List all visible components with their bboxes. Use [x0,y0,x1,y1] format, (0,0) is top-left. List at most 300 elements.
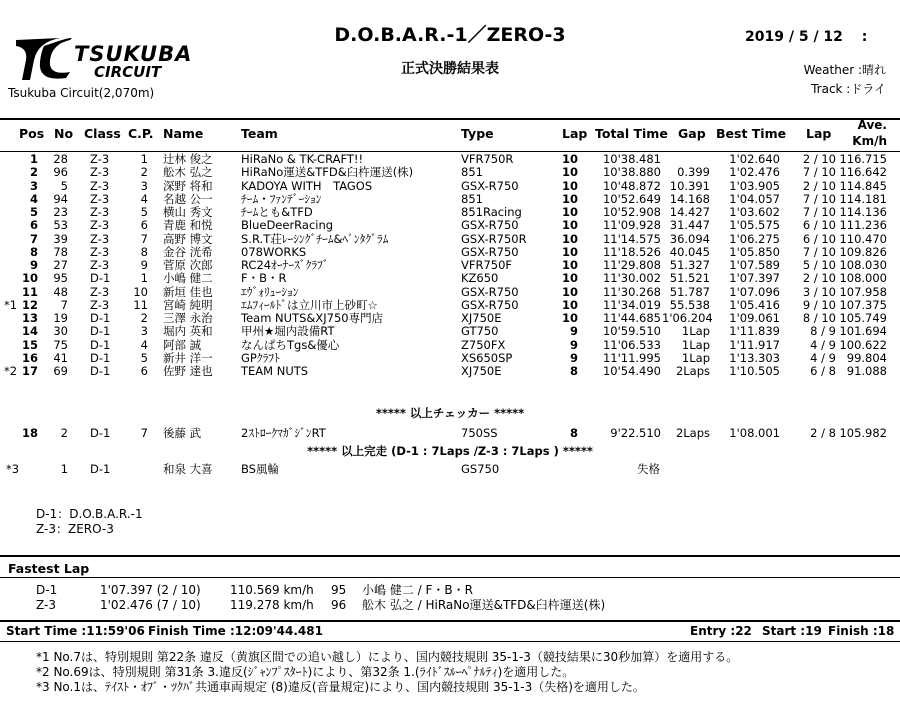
cell-lap: 10 [561,311,578,325]
fastest-top-rule [0,555,900,557]
cell-cp: 2 [140,165,148,180]
cell-blap: 6 / 10 [802,218,836,233]
cell-cp: 2 [140,311,148,325]
cell-no: 69 [53,364,68,378]
cell-lap: 10 [561,244,578,259]
cell-total: 11'18.526 [602,244,661,259]
cell-pos: 11 [21,284,38,299]
cell-cls: Z-3 [90,165,110,180]
cell-total: 10'38.880 [602,165,661,180]
cell-name: 菅原 次郎 [163,258,213,272]
cell-gap: 40.045 [669,244,710,259]
table-row [0,166,900,179]
note-3: *3 No.1は、ﾃｲｽﾄ・ｵﾌﾞ・ﾂｸﾊﾞ共通車両規定 (8)違反(音量規定)により、国内競技規則 35-1-3（失格)を適用した。 [36,680,645,694]
cell-team: Team NUTS&XJ750専門店 [241,311,384,325]
fastest-cell-time: 1'07.397 (2 / 10) [100,583,201,597]
col-best-time: Best Time [716,126,787,141]
cell-no: 96 [53,165,68,180]
cell-cls: Z-3 [90,284,110,299]
cell-ave: 99.804 [846,350,887,365]
cell-name: 堀内 英和 [163,324,213,339]
table-row [0,339,900,352]
cell-blap: 6 / 10 [802,231,836,246]
start-time: Start Time :11:59'06 [6,624,145,638]
cell-lap: 10 [561,297,578,312]
cell-gap: 14.427 [669,205,710,219]
table-row [0,427,900,440]
cell-cp: 3 [140,324,148,339]
cell-name: 阿部 誠 [163,337,202,352]
cell-type: GSX-R750 [461,178,519,193]
finish-note: ***** 以上完走 (D-1 : 7Laps /Z-3 : 7Laps ) ***** [307,444,593,458]
cell-team: F・B・R [241,271,287,286]
cell-type: KZ650 [461,271,499,286]
cell-no: 5 [60,178,68,193]
cell-type: GSX-R750 [461,284,519,299]
cell-type: XJ750E [461,364,502,378]
cell-name: 新垣 佳也 [163,284,213,299]
cell-cp: 4 [140,191,148,206]
cell-ave: 107.375 [839,297,887,312]
col-kmh: Km/h [852,134,887,148]
fastest-cell-time: 1'02.476 (7 / 10) [100,598,201,612]
cell-ave: 110.470 [839,231,887,246]
cell-best: 1'02.640 [729,152,780,166]
class-legend-d1: D-1：D.O.B.A.R.-1 [36,507,143,521]
cell-best: 1'08.001 [729,426,780,440]
cell-type: GSX-R750 [461,244,519,259]
cell-blap: 5 / 10 [802,258,836,272]
cell-name: 名越 公一 [163,191,213,206]
table-row [0,312,900,325]
cell-lap: 10 [561,165,578,180]
cell-best: 1'07.589 [729,258,780,272]
cell-cls: D-1 [90,337,111,352]
cell-ave: 116.715 [839,152,887,166]
start-count: Start :19 [762,624,822,638]
cell-no: 41 [53,350,68,365]
fastest-cell-rider: 舩木 弘之 / HiRaNo運送&TFD&臼杵運送(株) [362,598,606,612]
col-ave: Ave. [857,118,887,132]
table-row [0,193,900,206]
cell-cls: Z-3 [90,191,110,206]
cell-blap: 4 / 9 [810,350,836,365]
cell-pos: 13 [21,311,38,325]
col-no: No [54,126,74,141]
cell-best: 1'02.476 [729,165,780,180]
cell-cp: 6 [140,218,148,233]
cell-name: 舩木 弘之 [163,165,213,180]
col-lap: Lap [562,126,588,141]
cell-cp: 6 [140,364,148,378]
cell-cp: 3 [140,178,148,193]
venue-label: Tsukuba Circuit(2,070m) [8,86,155,100]
cell-total: 10'52.908 [602,205,661,219]
cell-blap: 2 / 8 [810,426,836,440]
cell-best: 1'03.905 [729,178,780,193]
fastest-cell-speed: 110.569 km/h [230,583,314,597]
cell-no: 78 [53,244,68,259]
cell-cls: D-1 [90,311,111,325]
table-row [0,153,900,166]
cell-total: 11'09.928 [602,218,661,233]
cell-name: 新井 洋一 [163,350,213,365]
fastest-lap-title: Fastest Lap [8,561,90,576]
cell-best: 1'04.057 [729,191,780,206]
cell-lap: 10 [561,191,578,206]
cell-cls: Z-3 [90,231,110,246]
cell-gap: 1'06.204 [662,311,713,325]
cell-total: 10'48.872 [602,178,661,193]
cell-no: 48 [53,284,68,299]
cell-type: 750SS [461,426,498,440]
cell-gap: 14.168 [669,191,710,206]
checker-note: ***** 以上チェッカー ***** [375,406,525,420]
fastest-cell-no: 96 [331,598,347,612]
cell-cls: Z-3 [90,258,110,272]
cell-name: 佐野 達也 [163,364,213,378]
cell-blap: 2 / 10 [802,152,836,166]
cell-type: XS650SP [461,350,513,365]
cell-total: 10'52.649 [602,191,661,206]
cell-cp: 7 [140,426,148,440]
cell-type: 851Racing [461,205,522,219]
cell-lap: 10 [561,218,578,233]
cell-no: 2 [60,426,68,440]
cell-total: 10'54.490 [602,364,661,378]
cell-total: 10'38.481 [602,152,661,166]
cell-lap: 10 [561,284,578,299]
cell-lap: 9 [569,337,578,352]
cell-type: VFR750F [461,258,513,272]
cell-no: 27 [53,258,68,272]
cell-mark: *2 [4,364,18,378]
cell-gap: 36.094 [669,231,710,246]
table-row [0,206,900,219]
cell-gap: 51.521 [669,271,710,286]
cell-gap: 1Lap [681,324,710,339]
fastest-header-rule [0,577,900,578]
cell-pos: 3 [29,178,38,193]
cell-total: 11'30.002 [602,271,661,286]
fastest-cell-no: 95 [331,583,347,597]
cell-lap: 9 [569,324,578,339]
weather-label: Weather :晴れ [803,63,886,77]
cell-no: 94 [53,191,68,206]
cell-best: 1'07.096 [729,284,780,299]
cell-blap: 7 / 10 [802,205,836,219]
footer-top-rule [0,620,900,622]
col-pos: Pos [19,126,45,141]
cell-ave: 116.642 [839,165,887,180]
track-label: Track :ドライ [811,82,886,96]
cell-team: ﾁｰﾑとも&TFD [241,205,313,219]
cell-team: HiRaNo & TK-CRAFT!! [241,152,364,166]
cell-type: VFR750R [461,152,514,166]
entry-count: Entry :22 [690,624,752,638]
cell-team: GPｸﾗﾌﾄ [241,350,280,365]
cell-no: 39 [53,231,68,246]
cell-lap: 8 [569,426,578,440]
cell-team: TEAM NUTS [241,364,309,378]
cell-best: 1'09.061 [729,311,780,325]
cell-cls: Z-3 [90,218,110,233]
fastest-cell-cls: Z-3 [36,598,56,612]
cell-team: ｴﾑﾌｨｰﾙﾄﾞは立川市上砂町☆ [241,297,378,312]
cell-name: 青鹿 和悦 [163,218,213,233]
cell-cls: Z-3 [90,152,110,166]
cell-name: 三澤 永治 [163,311,213,325]
cell-name: 金谷 洸希 [163,244,213,259]
cell-ave: 91.088 [846,364,887,378]
cell-gap: 0.399 [677,165,710,180]
cell-total: 9'22.510 [610,426,661,440]
col-total-time: Total Time [595,126,668,141]
cell-gap: 10.391 [669,178,710,193]
cell-total: 10'59.510 [602,324,661,339]
dq-row [0,463,900,476]
col-team: Team [241,126,278,141]
finish-count: Finish :18 [828,624,895,638]
cell-total: 11'06.533 [602,337,661,352]
cell-blap: 2 / 10 [802,178,836,193]
cell-type: Z750FX [461,337,506,352]
note-1: *1 No.7は、特別規則 第22条 違反（黄旗区間での追い越し）により、国内競技規則 35-1-3（競技結果に30秒加算）を適用する。 [36,650,739,664]
cell-total: 11'34.019 [602,297,661,312]
table-row [0,352,900,365]
cell-ave: 111.236 [839,218,887,233]
fastest-row [0,599,900,612]
cell-blap: 2 / 10 [802,271,836,286]
cell-type: 851 [461,191,483,206]
cell-cp: 1 [140,271,148,286]
cell-cls: Z-3 [90,205,110,219]
cell-gap: 55.538 [669,297,710,312]
cell-cls: Z-3 [90,297,110,312]
cell-name: 高野 博文 [163,231,213,246]
cell-ave: 105.749 [839,311,887,325]
cell-lap: 10 [561,205,578,219]
cell-pos: 5 [29,205,38,219]
cell-pos: 10 [21,271,38,286]
cell-cp: 7 [140,231,148,246]
cell-name: 宮崎 純明 [163,297,213,312]
table-row [0,233,900,246]
cell-ave: 108.030 [839,258,887,272]
table-row [0,246,900,259]
finish-time: Finish Time :12:09'44.481 [148,624,323,638]
cell-pos: 2 [29,165,38,180]
cell-gap: 31.447 [669,218,710,233]
cell-team: 2ｽﾄﾛｰｸﾏｶﾞｼﾞﾝRT [241,426,326,440]
dq-team: BS風輪 [241,462,279,476]
cell-gap: 2Laps [675,426,710,440]
cell-cls: D-1 [90,324,111,339]
col-name: Name [163,126,204,141]
cell-type: XJ750E [461,311,502,325]
cell-gap: 1Lap [681,350,710,365]
cell-lap: 8 [569,364,578,378]
cell-ave: 100.622 [839,337,887,352]
cell-team: KADOYA WITH TAGOS [241,178,373,193]
cell-pos: 15 [21,337,38,352]
cell-blap: 7 / 10 [802,244,836,259]
cell-best: 1'06.275 [729,231,780,246]
fastest-cell-rider: 小嶋 健二 / F・B・R [362,583,473,597]
cell-cp: 10 [133,284,148,299]
cell-pos: 16 [21,350,38,365]
cell-lap: 10 [561,258,578,272]
cell-blap: 3 / 10 [802,284,836,299]
cell-total: 11'30.268 [602,284,661,299]
cell-team: 甲州★堀内設備RT [241,324,335,339]
cell-ave: 105.982 [839,426,887,440]
cell-gap: 1Lap [681,337,710,352]
cell-ave: 108.000 [839,271,887,286]
col-cp: C.P. [128,126,154,141]
cell-no: 30 [53,324,68,339]
table-row [0,299,900,312]
cell-cp: 1 [140,152,148,166]
cell-blap: 8 / 10 [802,311,836,325]
cell-team: RC24ｵｰﾅｰｽﾞｸﾗﾌﾞ [241,258,329,272]
cell-ave: 101.694 [839,324,887,339]
table-row [0,180,900,193]
col-type: Type [461,126,494,141]
cell-pos: 6 [29,218,38,233]
cell-team: BlueDeerRacing [241,218,334,233]
dq-status: 失格 [637,462,660,476]
race-date: 2019 / 5 / 12 : [745,29,868,45]
cell-cp: 5 [140,350,148,365]
cell-best: 1'11.917 [729,337,780,352]
cell-no: 53 [53,218,68,233]
cell-team: 078WORKS [241,244,307,259]
cell-ave: 114.181 [839,191,887,206]
cell-pos: 9 [29,258,38,272]
cell-team: S.R.T荘ﾚｰｼﾝｸﾞﾁｰﾑ&ﾍﾟﾝﾀｸﾞﾗﾑ [241,231,389,246]
cell-cls: D-1 [90,426,111,440]
cell-lap: 9 [569,350,578,365]
cell-blap: 4 / 9 [810,337,836,352]
table-row [0,259,900,272]
cell-pos: 14 [21,324,38,339]
cell-lap: 10 [561,271,578,286]
cell-cls: D-1 [90,350,111,365]
cell-pos: 17 [21,364,38,378]
cell-cp: 5 [140,205,148,219]
cell-name: 辻林 俊之 [163,152,213,166]
table-top-rule [0,118,900,120]
dq-class: D-1 [90,462,111,476]
cell-type: GT750 [461,324,499,339]
cell-pos: 4 [29,191,38,206]
cell-no: 23 [53,205,68,219]
cell-type: 851 [461,165,483,180]
fastest-cell-speed: 119.278 km/h [230,598,314,612]
cell-ave: 114.136 [839,205,887,219]
cell-type: GSX-R750 [461,297,519,312]
cell-cp: 8 [140,244,148,259]
cell-blap: 6 / 8 [810,364,836,378]
cell-best: 1'13.303 [729,350,780,365]
cell-type: GSX-R750 [461,218,519,233]
class-legend-z3: Z-3：ZERO-3 [36,522,114,536]
cell-total: 11'29.808 [602,258,661,272]
cell-pos: 18 [21,426,38,440]
col-gap: Gap [678,126,706,141]
cell-cls: D-1 [90,271,111,286]
table-row [0,219,900,232]
cell-lap: 10 [561,152,578,166]
col-best-lap: Lap [806,126,832,141]
logo-text-bottom: CIRCUIT [94,63,162,81]
cell-name: 横山 秀文 [163,205,213,219]
cell-team: なんぱちTgs&優心 [241,337,340,352]
cell-blap: 8 / 9 [810,324,836,339]
cell-cp: 11 [133,297,148,312]
cell-total: 11'44.685 [602,311,661,325]
cell-total: 11'11.995 [602,350,661,365]
dq-type: GS750 [461,462,500,476]
cell-best: 1'05.850 [729,244,780,259]
dq-no: 1 [60,462,68,476]
cell-pos: 1 [29,152,38,166]
table-row [0,272,900,285]
dq-mark: *3 [6,462,20,476]
cell-no: 75 [53,337,68,352]
cell-best: 1'03.602 [729,205,780,219]
note-2: *2 No.69は、特別規則 第31条 3.違反(ｼﾞｬﾝﾌﾟｽﾀｰﾄ)により、第32条 1.(ﾗｲﾄﾞｽﾙｰﾍﾟﾅﾙﾃｨ)を適用した。 [36,665,575,679]
logo-text-top: TSUKUBA [74,42,193,66]
cell-name: 深野 将和 [163,178,213,193]
cell-name: 後藤 武 [163,426,202,440]
cell-best: 1'07.397 [729,271,780,286]
cell-no: 28 [53,152,68,166]
cell-gap: 51.787 [669,284,710,299]
cell-team: ｴｳﾞｫﾘｭｰｼｮﾝ [241,284,299,299]
cell-ave: 114.845 [839,178,887,193]
cell-cls: Z-3 [90,178,110,193]
cell-best: 1'11.839 [729,324,780,339]
cell-gap: 51.327 [669,258,710,272]
fastest-row [0,584,900,597]
cell-ave: 107.958 [839,284,887,299]
cell-best: 1'05.416 [729,297,780,312]
cell-no: 95 [53,271,68,286]
cell-no: 19 [53,311,68,325]
cell-mark: *1 [4,297,18,312]
cell-team: ﾁｰﾑ・ﾌｧﾝﾃﾞｰｼｮﾝ [241,191,322,206]
table-row [0,325,900,338]
cell-lap: 10 [561,178,578,193]
cell-team: HiRaNo運送&TFD&臼杵運送(株) [241,165,414,180]
col-class: Class [84,126,121,141]
cell-cp: 4 [140,337,148,352]
page-title: D.O.B.A.R.-1／ZERO-3 [334,24,566,46]
cell-best: 1'10.505 [729,364,780,378]
dq-name: 和泉 大喜 [163,462,213,476]
table-row [0,365,900,378]
cell-ave: 109.826 [839,244,887,259]
cell-gap: 2Laps [675,364,710,378]
cell-cls: Z-3 [90,244,110,259]
footer-bottom-rule [0,641,900,642]
cell-cp: 9 [140,258,148,272]
fastest-cell-cls: D-1 [36,583,58,597]
cell-pos: 12 [21,297,38,312]
cell-pos: 8 [29,244,38,259]
